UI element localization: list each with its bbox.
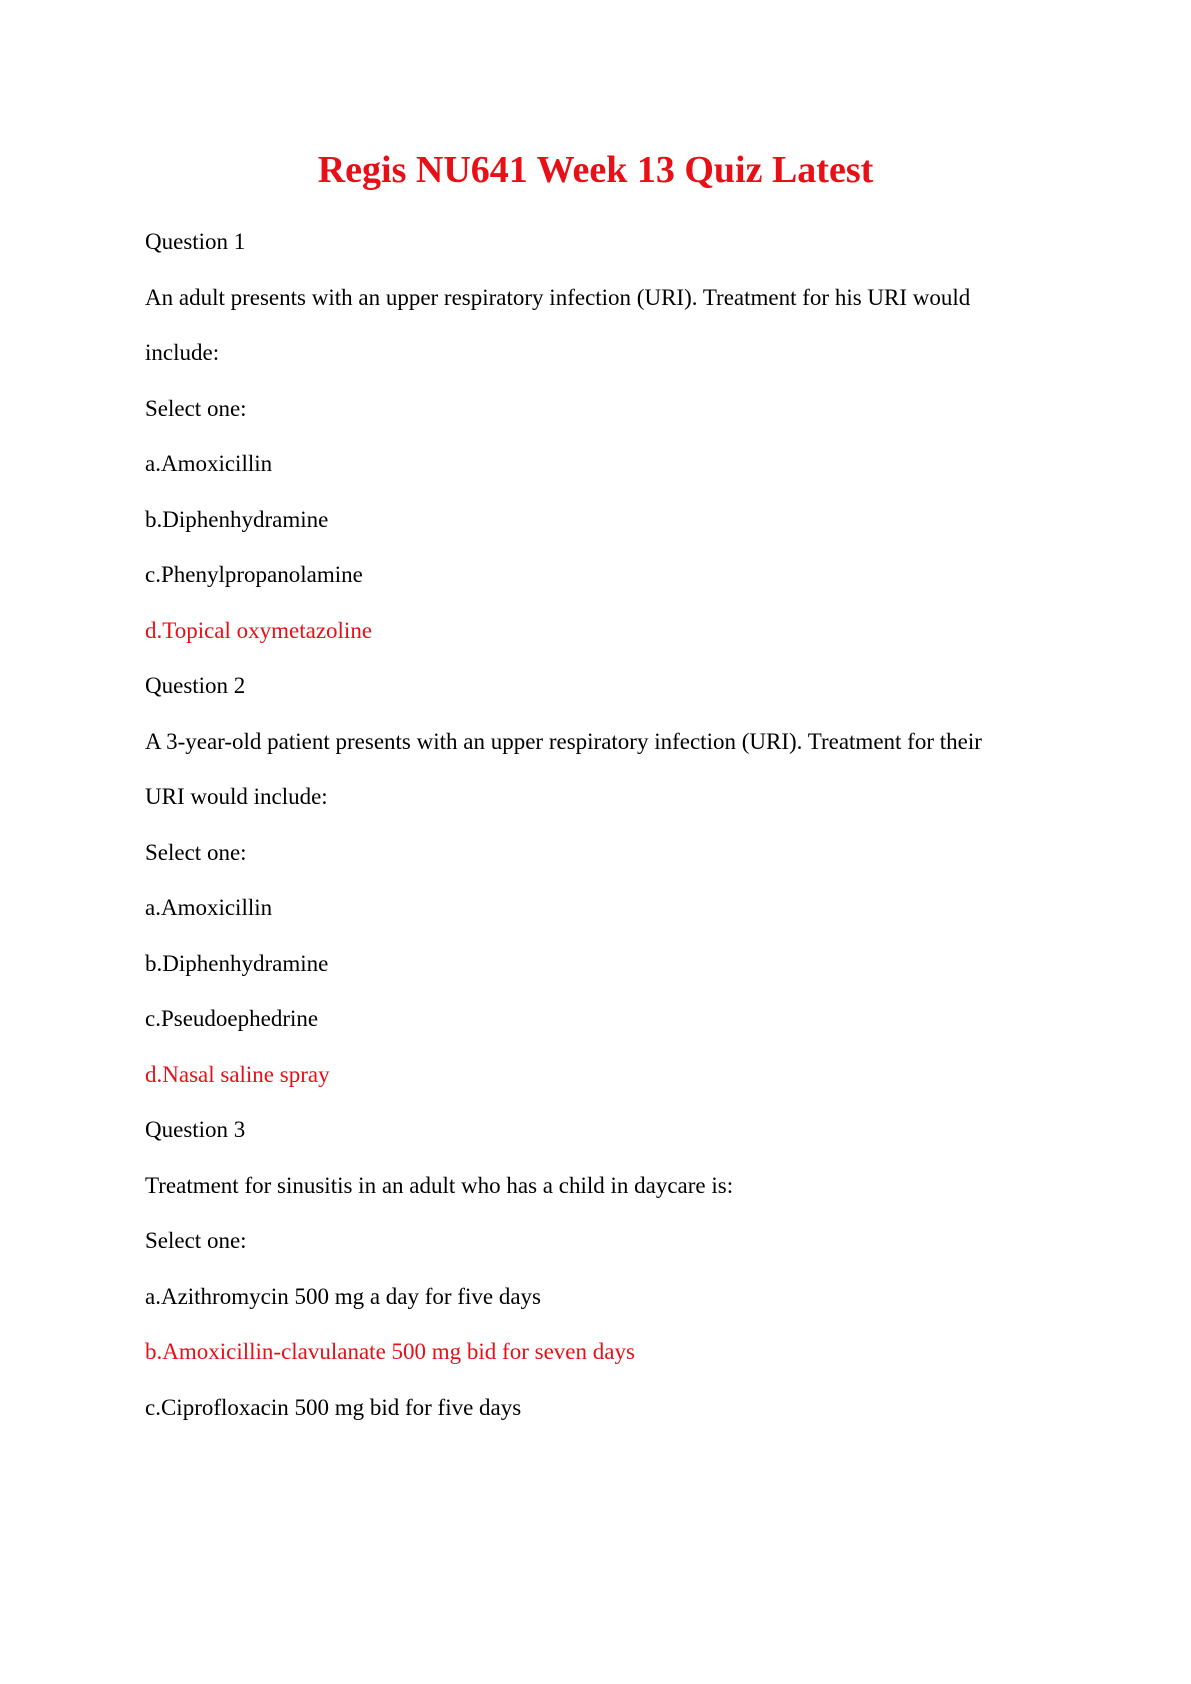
answer-option: c.Pseudoephedrine [145, 1006, 319, 1031]
correct-answer-option: d.Topical oxymetazoline [145, 617, 373, 643]
select-one-label: Select one: [145, 1228, 247, 1253]
answer-option: a.Azithromycin 500 mg a day for five days [145, 1283, 541, 1309]
question-text: include: [145, 340, 220, 365]
select-one-label: Select one: [145, 395, 247, 421]
question-text: A 3-year-old patient presents with an upper respiratory infection (URI). Treatment for their [145, 728, 982, 754]
question-heading: Question 2 [145, 673, 246, 698]
answer-option: c.Phenylpropanolamine [145, 562, 363, 587]
answer-option: b.Diphenhydramine [145, 950, 329, 976]
answer-option: c.Ciprofloxacin 500 mg bid for five days [145, 1394, 522, 1420]
question-heading: Question 3 [145, 1117, 246, 1142]
answer-option: a.Amoxicillin [145, 895, 273, 920]
quiz-content [145, 214, 1045, 1435]
answer-option: a.Amoxicillin [145, 451, 273, 476]
select-one-label: Select one: [145, 839, 247, 865]
question-text: Treatment for sinusitis in an adult who has a child in daycare is: [145, 1172, 734, 1198]
correct-answer-option: d.Nasal saline spray [145, 1061, 330, 1087]
question-heading: Question 1 [145, 229, 246, 254]
answer-option: b.Diphenhydramine [145, 506, 329, 532]
question-text: An adult presents with an upper respiratory infection (URI). Treatment for his URI would [145, 284, 971, 310]
correct-answer-option: b.Amoxicillin-clavulanate 500 mg bid for seven days [145, 1339, 635, 1364]
document-title: Regis NU641 Week 13 Quiz Latest [317, 149, 874, 191]
question-text: URI would include: [145, 784, 328, 809]
